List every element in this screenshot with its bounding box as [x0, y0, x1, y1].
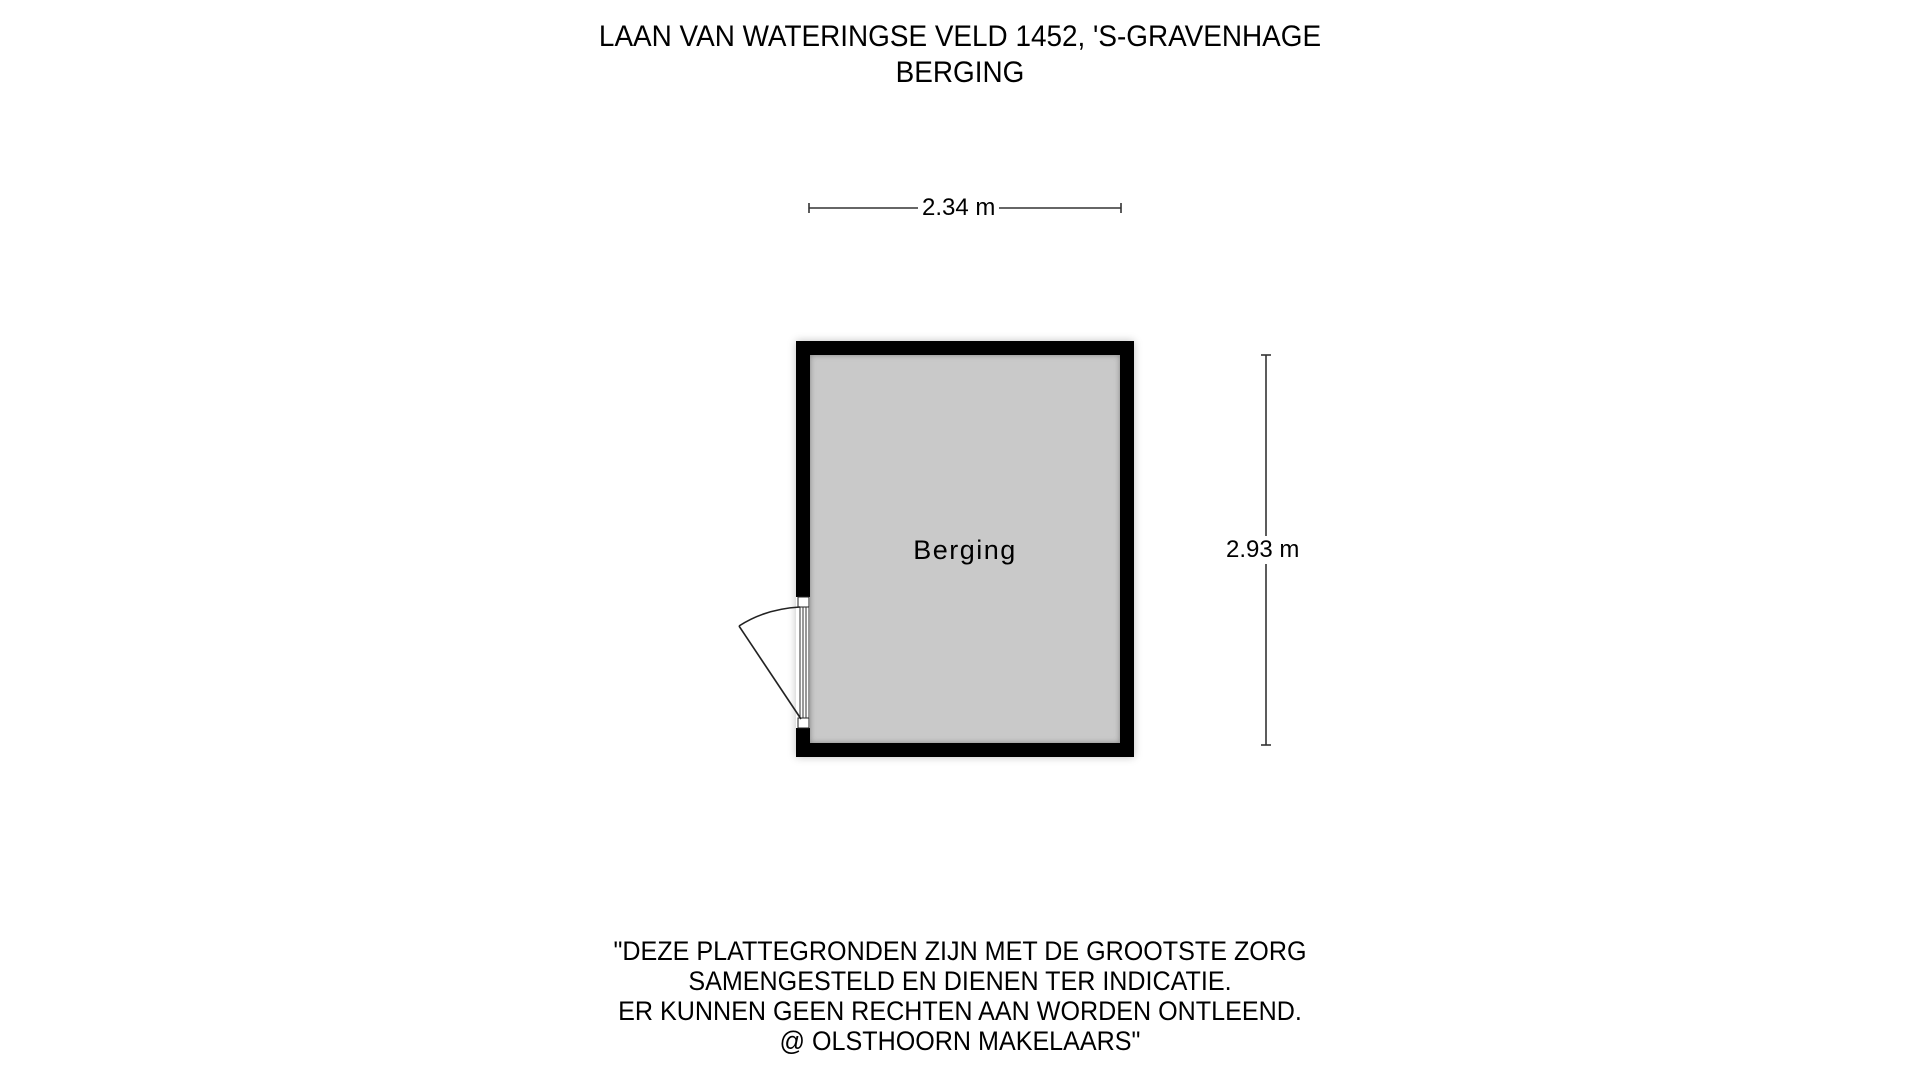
- disclaimer-line: ER KUNNEN GEEN RECHTEN AAN WORDEN ONTLEEND.: [618, 996, 1302, 1026]
- disclaimer-line: @ OLSTHOORN MAKELAARS": [779, 1026, 1141, 1056]
- room-label: Berging: [913, 535, 1017, 565]
- door-swing-icon: [739, 607, 801, 719]
- disclaimer: [67, 936, 1853, 1056]
- address-title: LAAN VAN WATERINGSE VELD 1452, 'S-GRAVENHAGE: [598, 20, 1322, 53]
- disclaimer-line: "DEZE PLATTEGRONDEN ZIJN MET DE GROOTSTE ZORG: [613, 936, 1307, 966]
- floor-name: BERGING: [895, 56, 1025, 89]
- disclaimer-line: SAMENGESTELD EN DIENEN TER INDICATIE.: [688, 966, 1232, 996]
- width-dimension-label: 2.34 m: [918, 194, 999, 222]
- height-dimension-label: 2.93 m: [1222, 536, 1303, 564]
